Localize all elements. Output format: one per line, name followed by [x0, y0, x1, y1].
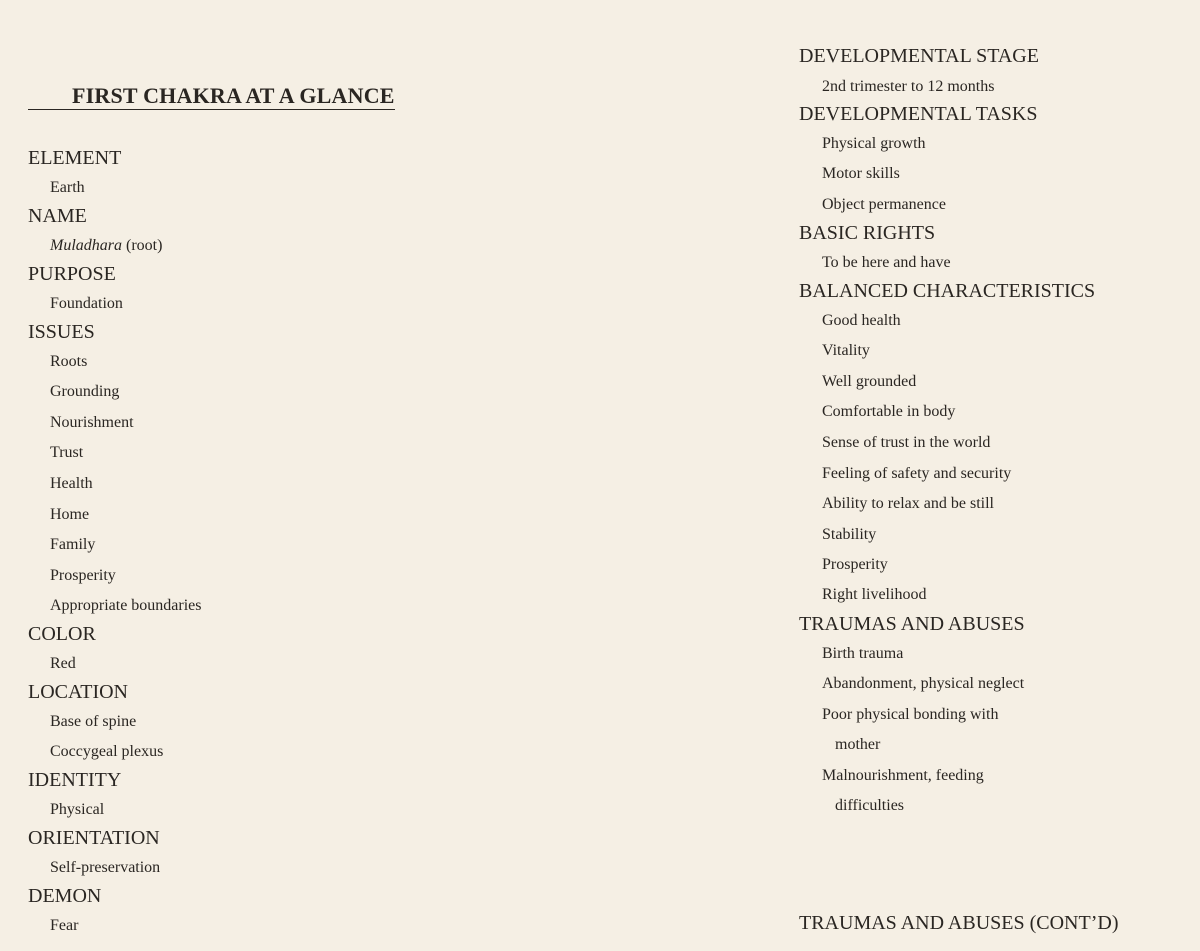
value-self-preservation: Self-preservation [50, 859, 161, 876]
characteristic-item: Prosperity [822, 556, 888, 573]
trauma-item: Malnourishment, feeding [822, 767, 984, 784]
trauma-item: Birth trauma [822, 645, 904, 662]
task-item: Physical growth [822, 135, 926, 152]
characteristic-item: Good health [822, 312, 901, 329]
characteristic-item: Sense of trust in the world [822, 434, 991, 451]
heading-color: COLOR [28, 623, 96, 645]
characteristic-item: Right livelihood [822, 586, 927, 603]
heading-traumas-contd: TRAUMAS AND ABUSES (CONT’D) [799, 912, 1119, 934]
location-item: Base of spine [50, 713, 137, 730]
heading-demon: DEMON [28, 885, 102, 907]
heading-developmental-stage: DEVELOPMENTAL STAGE [799, 45, 1039, 67]
heading-balanced-characteristics: BALANCED CHARACTERISTICS [799, 280, 1096, 302]
characteristic-item: Vitality [822, 342, 870, 359]
heading-orientation: ORIENTATION [28, 827, 160, 849]
characteristic-item: Comfortable in body [822, 403, 956, 420]
value-physical: Physical [50, 801, 105, 818]
issue-item: Family [50, 536, 96, 553]
issue-item: Grounding [50, 383, 120, 400]
value-red: Red [50, 655, 76, 672]
value-basic-rights: To be here and have [822, 254, 951, 271]
page-title: FIRST CHAKRA AT A GLANCE [28, 84, 395, 110]
heading-traumas-and-abuses: TRAUMAS AND ABUSES [799, 613, 1025, 635]
heading-developmental-tasks: DEVELOPMENTAL TASKS [799, 103, 1038, 125]
issue-item: Health [50, 475, 93, 492]
value-muladhara-rest: (root) [122, 237, 163, 254]
characteristic-item: Well grounded [822, 373, 917, 390]
value-foundation: Foundation [50, 295, 123, 312]
task-item: Motor skills [822, 165, 900, 182]
characteristic-item: Ability to relax and be still [822, 495, 994, 512]
issue-item: Home [50, 506, 90, 523]
issue-item: Prosperity [50, 567, 116, 584]
value-muladhara-italic: Muladhara [50, 237, 122, 254]
characteristic-item: Stability [822, 526, 877, 543]
trauma-item: Poor physical bonding with [822, 706, 999, 723]
trauma-item-continuation: difficulties [835, 797, 905, 814]
heading-basic-rights: BASIC RIGHTS [799, 222, 936, 244]
trauma-item-continuation: mother [835, 736, 881, 753]
issue-item: Nourishment [50, 414, 134, 431]
value-earth: Earth [50, 179, 85, 196]
heading-location: LOCATION [28, 681, 128, 703]
issue-item: Roots [50, 353, 88, 370]
heading-issues: ISSUES [28, 321, 95, 343]
value-stage: 2nd trimester to 12 months [822, 78, 995, 95]
issue-item: Appropriate boundaries [50, 597, 202, 614]
heading-purpose: PURPOSE [28, 263, 116, 285]
heading-name: NAME [28, 205, 87, 227]
value-fear: Fear [50, 917, 79, 934]
issue-item: Trust [50, 444, 84, 461]
characteristic-item: Feeling of safety and security [822, 465, 1012, 482]
trauma-item: Abandonment, physical neglect [822, 675, 1025, 692]
location-item: Coccygeal plexus [50, 743, 164, 760]
value-muladhara [50, 236, 162, 256]
task-item: Object permanence [822, 196, 946, 213]
heading-identity: IDENTITY [28, 769, 122, 791]
heading-element: ELEMENT [28, 147, 122, 169]
